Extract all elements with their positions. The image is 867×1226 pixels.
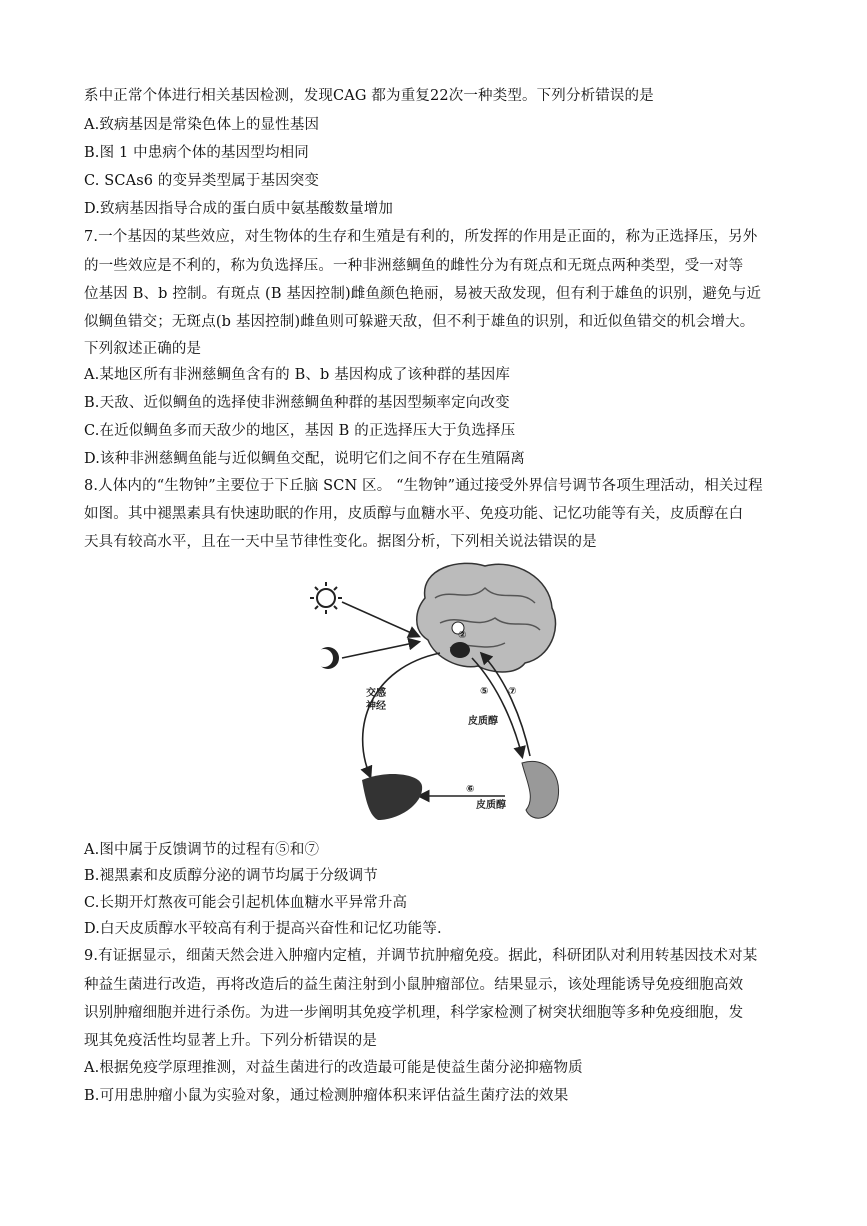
marker-5: ⑤ (480, 686, 489, 697)
label-nerve-2: 神经 (366, 701, 386, 712)
label-cortisol-bottom: 皮质醇 (476, 800, 506, 811)
text-line: C.在近似鲷鱼多而天敌少的地区，基因 B 的正选择压大于负选择压 (84, 423, 516, 439)
text-line: 似鲷鱼错交；无斑点(b 基因控制)雌鱼则可躲避天敌，但不利于雄鱼的识别，和近似鱼错交的机会增大。 (84, 314, 755, 330)
text-line: 天具有较高水平，且在一天中呈节律性变化。据图分析，下列相关说法错误的是 (84, 534, 597, 550)
text-line: 9.有证据显示，细菌天然会进入肿瘤内定植，并调节抗肿瘤免疫。据此，科研团队对利用转基因技术对某 (84, 948, 758, 964)
text-line: C.长期开灯熬夜可能会引起机体血糖水平异常升高 (84, 895, 408, 911)
text-line: 现其免疫活性均显著上升。下列分析错误的是 (84, 1033, 377, 1049)
text-line: 如图。其中褪黑素具有快速助眠的作用，皮质醇与血糖水平、免疫功能、记忆功能等有关，皮质醇在白 (84, 506, 744, 522)
label-cortisol-top: 皮质醇 (468, 716, 498, 727)
text-line: 系中正常个体进行相关基因检测，发现CAG 都为重复22次一种类型。下列分析错误的是 (84, 88, 654, 104)
text-line: 7.一个基因的某些效应，对生物体的生存和生殖是有利的，所发挥的作用是正面的，称为正选择压，另外 (84, 229, 758, 245)
marker-6: ⑥ (466, 784, 475, 795)
text-line: B.可用患肿瘤小鼠为实验对象，通过检测肿瘤体积来评估益生菌疗法的效果 (84, 1088, 569, 1104)
text-line: D.致病基因指导合成的蛋白质中氨基酸数量增加 (84, 201, 394, 217)
figure-svg (300, 558, 570, 828)
text-line: C. SCAs6 的变异类型属于基因突变 (84, 173, 320, 189)
text-line: A.图中属于反馈调节的过程有⑤和⑦ (84, 842, 320, 858)
biological-clock-figure (300, 558, 570, 828)
moon-icon (315, 647, 339, 669)
text-line: 的一些效应是不利的，称为负选择压。一种非洲慈鲷鱼的雌性分为有斑点和无斑点两种类型，受一对等 (84, 258, 744, 274)
text-line: D.白天皮质醇水平较高有利于提高兴奋性和记忆功能等. (84, 921, 442, 937)
liver-icon (362, 774, 422, 820)
text-line: 下列叙述正确的是 (84, 341, 202, 357)
text-line: A.某地区所有非洲慈鲷鱼含有的 B、b 基因构成了该种群的基因库 (84, 367, 511, 383)
brain-icon (417, 563, 556, 672)
text-line: D.该种非洲慈鲷鱼能与近似鲷鱼交配，说明它们之间不存在生殖隔离 (84, 451, 525, 467)
text-line: A.根据免疫学原理推测，对益生菌进行的改造最可能是使益生菌分泌抑癌物质 (84, 1060, 583, 1076)
marker-2: ② (458, 630, 467, 641)
text-line: A.致病基因是常染色体上的显性基因 (84, 117, 320, 133)
text-line: B.褪黑素和皮质醇分泌的调节均属于分级调节 (84, 868, 378, 884)
kidney-icon (522, 761, 559, 818)
text-line: 种益生菌进行改造，再将改造后的益生菌注射到小鼠肿瘤部位。结果显示，该处理能诱导免疫细胞高效 (84, 977, 744, 993)
text-line: B.天敌、近似鲷鱼的选择使非洲慈鲷鱼种群的基因型频率定向改变 (84, 395, 510, 411)
label-nerve-1: 交感 (366, 688, 386, 699)
text-line: B.图 1 中患病个体的基因型均相同 (84, 145, 309, 161)
text-line: 识别肿瘤细胞并进行杀伤。为进一步阐明其免疫学机理，科学家检测了树突状细胞等多种免疫细胞，发 (84, 1005, 744, 1021)
text-line: 8.人体内的“生物钟”主要位于下丘脑 SCN 区。 “生物钟”通过接受外界信号调节各项生理活动，相关过程 (84, 478, 763, 494)
marker-7: ⑦ (508, 686, 517, 697)
text-line: 位基因 B、b 控制。有斑点 (B 基因控制)雌鱼颜色艳丽，易被天敌发现，但有利于雄鱼的识别，避免与近 (84, 286, 761, 302)
sun-icon (310, 582, 342, 614)
